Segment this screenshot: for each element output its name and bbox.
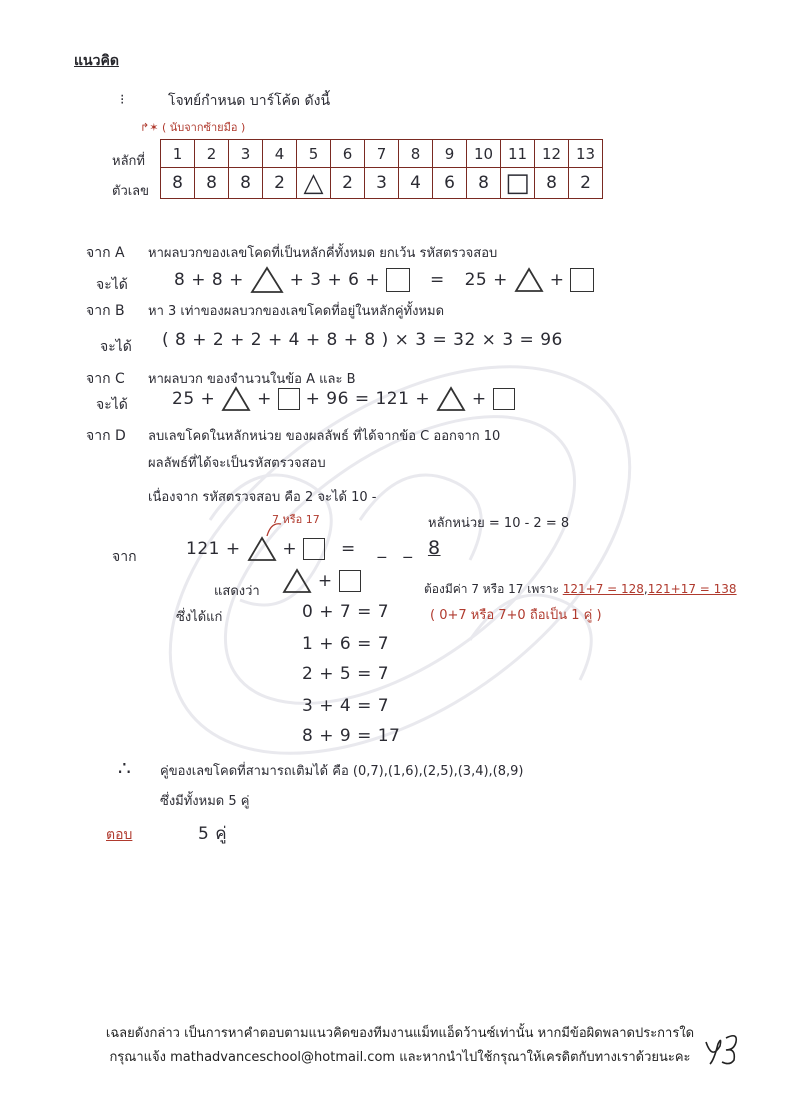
seven-or-seventeen-note: 7 หรือ 17 — [272, 513, 320, 526]
triangle-icon — [514, 267, 544, 293]
eq-expr-start: 121 + — [186, 539, 241, 559]
proof-128: 121+7 = 128 — [562, 582, 644, 596]
position-cell: 6 — [331, 140, 365, 168]
step-d-line3: เนื่องจาก รหัสตรวจสอบ คือ 2 จะได้ 10 - — [148, 490, 377, 505]
arrow-icon: ↱✶ — [140, 121, 159, 134]
position-cell: 4 — [263, 140, 297, 168]
position-cell: 8 — [399, 140, 433, 168]
eq-plus: + — [282, 539, 298, 559]
position-cell: 7 — [365, 140, 399, 168]
step-d-line1: ลบเลขโคดในหลักหน่วย ของผลลัพธ์ ที่ได้จากข้อ C ออกจาก 10 — [148, 429, 501, 444]
conclusion-count: ซึ่งมีทั้งหมด 5 คู่ — [160, 794, 250, 809]
digits-row — [161, 168, 603, 199]
step-a-plus: + — [549, 270, 565, 290]
step-a-eq: = — [429, 270, 445, 290]
square-icon — [278, 388, 300, 410]
position-cell: 1 — [161, 140, 195, 168]
eq-sign: = — [340, 539, 356, 559]
position-cell: 11 — [501, 140, 535, 168]
triangle-icon — [247, 536, 277, 562]
digit-cell: 8 — [161, 168, 195, 199]
step-b-label: จาก B — [86, 303, 125, 319]
pair-note: ( 0+7 หรือ 7+0 ถือเป็น 1 คู่ ) — [430, 608, 602, 623]
footer-line2: กรุณาแจ้ง mathadvanceschool@hotmail.com และหากนำไปใช้กรุณาให้เครดิตกับทางเราด้วยนะคะ — [109, 1050, 691, 1065]
curly-arrow-icon — [262, 518, 302, 538]
eq-digit: 8 — [427, 537, 441, 559]
which-label: ซึ่งได้แก่ — [176, 610, 223, 625]
row-label-position: หลักที่ — [112, 154, 145, 169]
show-label: แสดงว่า — [214, 584, 260, 599]
digit-cell: 4 — [399, 168, 433, 199]
show-expression — [282, 568, 361, 594]
digit-cell: 6 — [433, 168, 467, 199]
position-cell: 10 — [467, 140, 501, 168]
pair-row: 1 + 6 = 7 — [302, 634, 390, 654]
step-a-expression — [174, 266, 594, 294]
digit-cell: 8 — [195, 168, 229, 199]
step-b-result-label: จะได้ — [100, 339, 132, 355]
digit-cell: 8 — [535, 168, 569, 199]
position-cell: 3 — [229, 140, 263, 168]
position-cell: 9 — [433, 140, 467, 168]
step-c-text: หาผลบวก ของจำนวนในข้อ A และ B — [148, 372, 356, 387]
pair-row: 0 + 7 = 7 — [302, 602, 390, 622]
step-c-expression — [172, 386, 515, 412]
section-heading: แนวคิด — [74, 53, 119, 69]
proof-separator: , — [643, 582, 648, 596]
step-c-plus: + — [471, 389, 487, 409]
digit-cell: 8 — [467, 168, 501, 199]
triangle-icon — [221, 386, 251, 412]
square-icon — [303, 538, 325, 560]
step-c-plus: + — [257, 389, 272, 409]
digit-cell-triangle: △ — [297, 168, 331, 199]
digit-cell-square: □ — [501, 168, 535, 199]
position-cell: 13 — [569, 140, 603, 168]
step-c-expr-start: 25 + — [172, 389, 216, 409]
show-text — [424, 580, 737, 599]
conclusion-text: คู่ของเลขโคดที่สามารถเติมได้ คือ (0,7),(1,6),(2,5),(3,4),(8,9) — [160, 764, 524, 779]
step-a-expr-start: 8 + 8 + — [174, 270, 244, 290]
intro-bullet: ⁝ — [120, 92, 125, 108]
triangle-icon — [282, 568, 312, 594]
square-icon — [493, 388, 515, 410]
units-digit-note: หลักหน่วย = 10 - 2 = 8 — [428, 516, 570, 531]
pair-row: 2 + 5 = 7 — [302, 664, 390, 684]
intro-note — [140, 118, 245, 136]
pair-row: 8 + 9 = 17 — [302, 726, 401, 746]
barcode-table — [160, 139, 603, 199]
step-a-expr-mid: + 3 + 6 + — [289, 270, 381, 290]
answer-value: 5 คู่ — [198, 824, 228, 844]
digit-cell: 8 — [229, 168, 263, 199]
step-a-text: หาผลบวกของเลขโคดที่เป็นหลักคี่ทั้งหมด ยกเว้น รหัสตรวจสอบ — [148, 246, 498, 261]
position-cell: 2 — [195, 140, 229, 168]
triangle-icon — [250, 266, 284, 294]
square-icon — [570, 268, 594, 292]
square-icon — [386, 268, 410, 292]
intro-text: โจทย์กำหนด บาร์โค้ด ดังนี้ — [168, 93, 331, 109]
position-cell: 5 — [297, 140, 331, 168]
proof-138: 121+17 = 138 — [647, 582, 737, 596]
signature-initials — [700, 1028, 750, 1068]
position-cell: 12 — [535, 140, 569, 168]
therefore-symbol: ∴ — [118, 756, 132, 780]
digit-cell: 2 — [263, 168, 297, 199]
show-text-main: ต้องมีค่า 7 หรือ 17 เพราะ — [424, 582, 559, 596]
intro-note-text: ( นับจากซ้ายมือ ) — [161, 121, 246, 134]
from-label: จาก — [112, 549, 137, 565]
step-c-label: จาก C — [86, 371, 125, 387]
digit-cell: 2 — [331, 168, 365, 199]
show-plus: + — [317, 571, 333, 591]
step-a-label: จาก A — [86, 245, 125, 261]
step-a-expr-result: 25 + — [464, 270, 508, 290]
step-d-equation — [186, 536, 441, 562]
row-label-digit: ตัวเลข — [112, 184, 150, 199]
positions-row — [161, 140, 603, 168]
triangle-icon — [436, 386, 466, 412]
step-b-expression: ( 8 + 2 + 2 + 4 + 8 + 8 ) × 3 = 32 × 3 = 96 — [162, 330, 563, 350]
step-c-result-label: จะได้ — [96, 397, 128, 413]
answer-label: ตอบ — [106, 827, 133, 843]
digit-cell: 3 — [365, 168, 399, 199]
step-b-text: หา 3 เท่าของผลบวกของเลขโคดที่อยู่ในหลักคู่ทั้งหมด — [148, 304, 445, 319]
eq-blanks: _ _ — [377, 539, 419, 559]
square-icon — [339, 570, 361, 592]
step-a-result-label: จะได้ — [96, 277, 128, 293]
pair-row: 3 + 4 = 7 — [302, 696, 390, 716]
step-d-label: จาก D — [86, 428, 126, 444]
digit-cell: 2 — [569, 168, 603, 199]
footer-line1: เฉลยดังกล่าว เป็นการหาคำตอบตามแนวคิดของทีมงานแม็ทแอ็ดว้านซ์เท่านั้น หากมีข้อผิดพลาดประการใด — [105, 1026, 695, 1041]
step-c-expr-mid: + 96 = 121 + — [305, 389, 431, 409]
step-d-line2: ผลลัพธ์ที่ได้จะเป็นรหัสตรวจสอบ — [148, 456, 326, 471]
